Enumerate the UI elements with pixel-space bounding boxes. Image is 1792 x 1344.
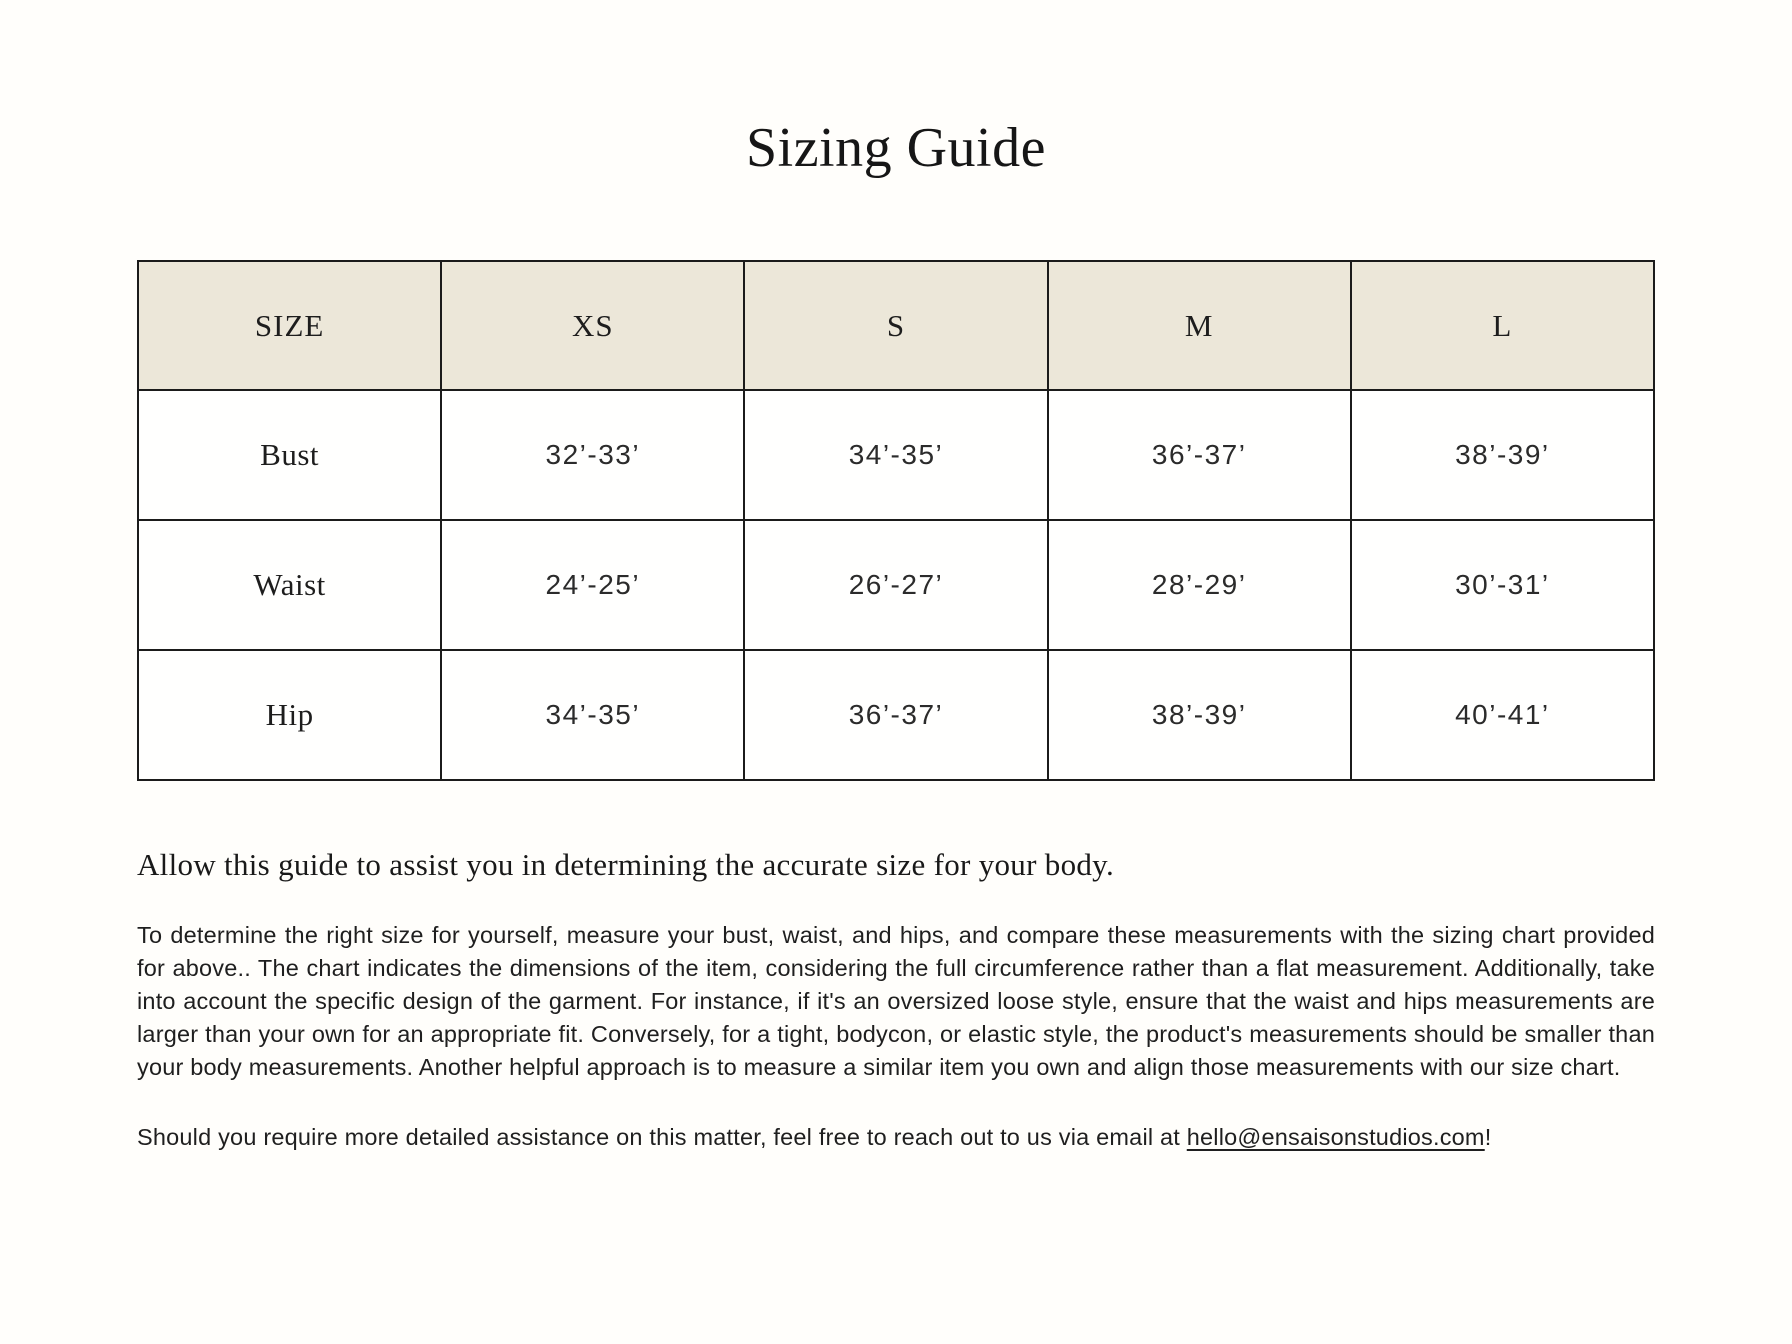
intro-line: Allow this guide to assist you in determining the accurate size for your body.	[137, 847, 1115, 882]
contact-text-prefix: Should you require more detailed assistance on this matter, feel free to reach out to us via email at	[137, 1124, 1187, 1150]
page-title: Sizing Guide	[746, 117, 1046, 179]
column-header-l: L	[1351, 261, 1654, 390]
table-row-hip	[138, 650, 1654, 780]
sizing-table	[137, 260, 1655, 781]
sizing-instructions-paragraph: To determine the right size for yourself, measure your bust, waist, and hips, and compare these measurements with the sizing chart provided for above.. The chart indicates the dimensions of the item, considering the full circumference rather than a flat measurement. Additionally, take into account the specific design of the garment. For instance, if it's an oversized loose style, ensure that the waist and hips measurements are larger than your own for an appropriate fit. Conversely, for a tight, bodycon, or elastic style, the product's measurements should be smaller than your body measurements. Another helpful approach is to measure a similar item you own and align those measurements with our size chart.	[137, 922, 1655, 1080]
column-header-size: SIZE	[138, 261, 441, 390]
cell-hip-m: 38’-39’	[1048, 650, 1351, 780]
contact-text-suffix: !	[1484, 1124, 1492, 1150]
cell-bust-xs: 32’-33’	[441, 390, 744, 520]
column-header-xs: XS	[441, 261, 744, 390]
email-link[interactable]: hello@ensaisonstudios.com	[1186, 1124, 1485, 1150]
row-label-hip: Hip	[138, 650, 441, 780]
cell-waist-xs: 24’-25’	[441, 520, 744, 650]
cell-bust-m: 36’-37’	[1048, 390, 1351, 520]
table-row-waist	[138, 520, 1654, 650]
cell-waist-s: 26’-27’	[744, 520, 1047, 650]
contact-line	[137, 1124, 1655, 1151]
column-header-m: M	[1048, 261, 1351, 390]
cell-waist-l: 30’-31’	[1351, 520, 1654, 650]
cell-bust-l: 38’-39’	[1351, 390, 1654, 520]
row-label-waist: Waist	[138, 520, 441, 650]
column-header-s: S	[744, 261, 1047, 390]
cell-waist-m: 28’-29’	[1048, 520, 1351, 650]
table-header-row	[138, 261, 1654, 390]
cell-hip-l: 40’-41’	[1351, 650, 1654, 780]
cell-bust-s: 34’-35’	[744, 390, 1047, 520]
row-label-bust: Bust	[138, 390, 441, 520]
table-row-bust	[138, 390, 1654, 520]
cell-hip-s: 36’-37’	[744, 650, 1047, 780]
cell-hip-xs: 34’-35’	[441, 650, 744, 780]
